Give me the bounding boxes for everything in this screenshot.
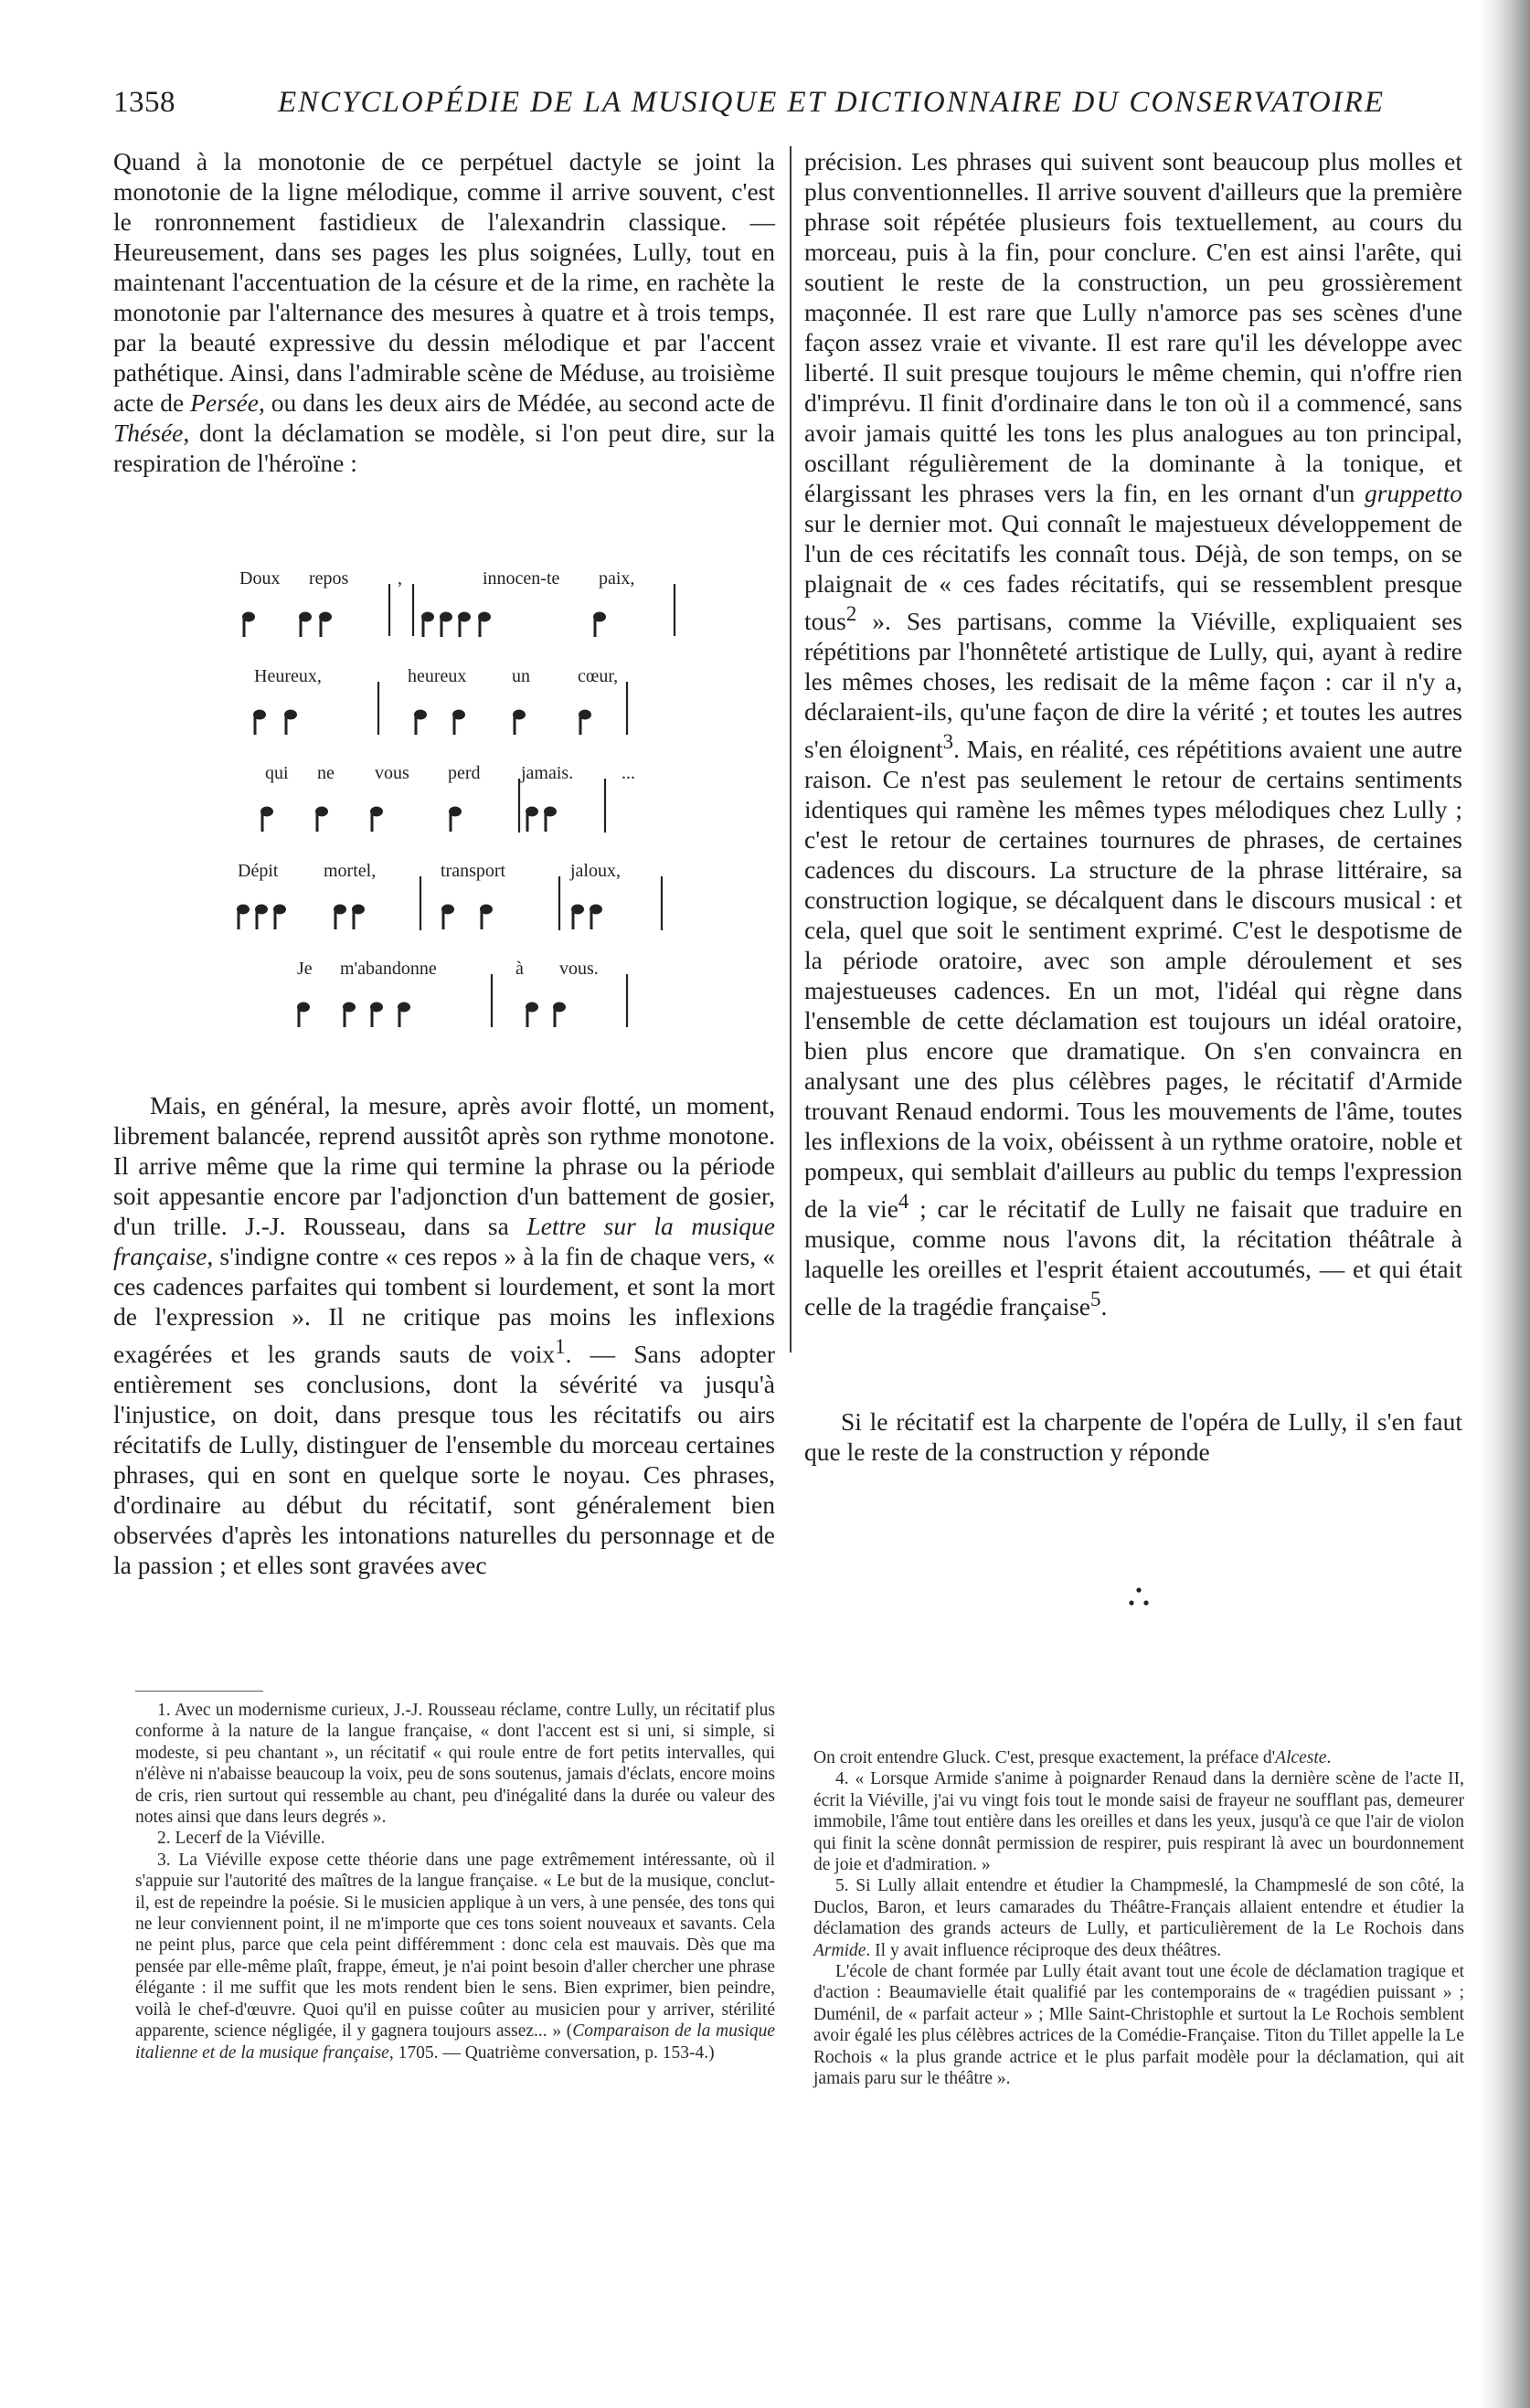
lyric-word: à	[515, 959, 524, 979]
left-paragraph-1: Quand à la monotonie de ce perpétuel dactyle se joint la monotonie de la ligne mélodique, comme il arrive souvent, c'est le ronronnement fastidieux de l'alexandrin classique. — Heureusement, dans ses pages les plus soignées, Lully, tout en maintenant l'accentuation de la césure et de la rime, en rachète la monotonie par l'alternance des mesures à quatre et à trois temps, par la beauté expressive du dessin mélodique et par l'accent pathétique. Ainsi, dans l'admirable scène de Méduse, au troisième acte de Persée, ou dans les deux airs de Médée, au second acte de Thésée, dont la déclamation se modèle, si l'on peut dire, sur la respiration de l'héroïne :	[113, 147, 775, 477]
lyric-word: vous.	[559, 959, 599, 979]
right-column	[804, 146, 1462, 1467]
footnote-rule-left	[135, 1691, 263, 1692]
lyric-word: m'abandonne	[340, 959, 437, 979]
page-edge-shadow	[1479, 0, 1530, 2408]
footnote-ref-5: 5	[1090, 1288, 1101, 1311]
footnote-ref-2: 2	[845, 602, 857, 625]
lyric-word: ,	[398, 568, 402, 589]
column-rule	[790, 146, 792, 1353]
footnote-5-continued: L'école de chant formée par Lully était avant tout une école de déclamation tragique et d'action : Beaumavielle était qualifié par les contemporains de « tragédien puissant » ; Duménil, de « parfait acteur » ; Mlle Saint-Christophle et surtout la Le Rochois semblent avoir égalé les plus célèbres actrices de la Comédie-Française. Titon du Tillet appelle la Le Rochois « la plus grande actrice et le plus parfait modèle pour la déclamation, qui ait jamais paru sur le théâtre ».	[813, 1962, 1464, 2089]
lyric-word: Heureux,	[254, 666, 322, 686]
lyric-word: jamais.	[521, 763, 574, 783]
lyric-word: repos	[309, 568, 349, 589]
footnote-3-continued: On croit entendre Gluck. C'est, presque exactement, la préface d'Alceste.	[813, 1748, 1332, 1767]
left-column-top	[113, 146, 775, 478]
page-number: 1358	[113, 86, 175, 119]
right-paragraph-2: Si le récitatif est la charpente de l'opéra de Lully, il s'en faut que le reste de la construction y réponde	[804, 1406, 1462, 1466]
left-paragraph-2: Mais, en général, la mesure, après avoir flotté, un moment, librement balancée, reprend aussitôt après son rythme monotone. Il arrive même que la rime qui termine la phrase ou la période soit appesantie encore par l'adjonction d'un battement de gosier, d'un trille. J.-J. Rousseau, dans sa Lettre sur la musique française, s'indigne contre « ces repos » à la fin de chaque vers, « ces cadences parfaites qui tombent si lourdement, et sont la mort de l'expression ». Il ne critique pas moins les inflexions exagérées et les grands sauts de voix$^1$. — Sans adopter entièrement ses conclusions, dont la sévérité va jusqu'à l'injustice, on doit, dans presque tous les récitatifs ou airs récitatifs de Lully, distinguer de l'ensemble du morceau certaines phrases, qui en sont en quelque sorte le noyau. Ces phrases, d'ordinaire au début du récitatif, sont généralement bien observées d'après les intonations naturelles du personnage et de la passion ; et elles sont gravées avec	[113, 1091, 775, 1580]
footnote-1: 1. Avec un modernisme curieux, J.-J. Rousseau réclame, contre Lully, un récitatif plus conforme à la nature de la langue française, « dont l'accent est si uni, si simple, si modeste, si peu chantant », un récitatif « qui roule entre de fort petits intervalles, qui n'élève ni n'abaisse beaucoup la voix, peu de sons soutenus, jamais d'éclats, encore moins de cris, rien surtout qui ressemble au chant, peu d'inégalité dans la durée ou valeur des notes ainsi que dans leurs degrés ».	[135, 1701, 775, 1828]
lyric-word: transport	[441, 861, 506, 881]
footnote-5: 5. Si Lully allait entendre et étudier la Champmeslé, la Champmeslé de son côté, la Duclos, Baron, et leurs camarades du Théâtre-Français allaient entendre et étudier la déclamation des grands acteurs de Lully, et particulièrement de la Le Rochois dans Armide. Il y avait influence réciproque des deux théâtres.	[813, 1876, 1464, 1960]
lyric-word: jaloux,	[570, 861, 621, 881]
left-column-bottom	[113, 1090, 775, 1580]
lyric-word: heureux	[408, 666, 467, 686]
lyric-word: innocen-te	[483, 568, 560, 589]
footnote-ref-3: 3	[942, 730, 954, 754]
footnote-4: 4. « Lorsque Armide s'anime à poignarder Renaud dans la dernière scène de l'acte II, écrit la Viéville, j'ai vu vingt fois tout le monde saisi de frayeur ne soufflant pas, demeurer immobile, l'âme tout entière dans les oreilles et dans les yeux, jusqu'à ce que l'air de violon qui finit la scène donnât permission de respirer, puis respirant là avec un bourdonnement de joie et d'admiration. »	[813, 1769, 1464, 1875]
page-header	[113, 86, 1466, 126]
section-separator-icon	[1121, 1585, 1157, 1618]
lyric-word: Dépit	[238, 861, 279, 881]
lyric-word: mortel,	[324, 861, 377, 881]
footnotes-right	[813, 1747, 1464, 2090]
right-paragraph-1: précision. Les phrases qui suivent sont beaucoup plus molles et plus conventionnelles. Il arrive souvent d'ailleurs que la première phrase soit répétée plusieurs fois textuellement, au cours du morceau, puis à la fin, pour conclure. C'en est ainsi l'arête, qui soutient le reste de la construction, un peu grossièrement maçonnée. Il est rare que Lully n'amorce pas ses scènes d'une façon assez vraie et vivante. Il est rare qu'il les développe avec liberté. Il suit presque toujours le même chemin, qui n'offre rien d'imprévu. Il finit d'ordinaire dans le ton où il a commencé, sans avoir jamais quitté les tons les plus analogues au ton principal, oscillant régulièrement de la dominante à la tonique, et élargissant les phrases vers la fin, en les ornant d'un gruppetto sur le dernier mot. Qui connaît le majestueux développement de l'un de ces récitatifs les connaît tous. Déjà, de son temps, on se plaignait de « ces fades récitatifs, qui se ressemblent presque tous$^2$ ». Ses partisans, comme la Viéville, expliquaient ses répétitions par l'honnêteté artistique de Lully, qui, ayant à redire les mêmes choses, les redisait de la même façon : car il n'y a, déclaraient-ils, qu'une façon de dire la vérité ; et toutes les autres s'en éloignent$^3$. Mais, en réalité, ces répétitions avaient une autre raison. Ce n'est pas seulement le retour de certains sentiments identiques qui ramène les mêmes types mélodiques chez Lully ; c'est le retour de certaines tournures de phrases, de certaines cadences du discours. La structure de la phrase littéraire, sa construction logique, se décalquent dans le discours musical : et cela, quel que soit le sentiment exprimé. C'est le despotisme de la période oratoire, avec son ample déroulement et ses majestueuses cadences. En un mot, l'idéal qui règne dans l'ensemble de cette déclamation est toujours un idéal oratoire, bien plus encore que dramatique. On s'en convaincra en analysant une des plus célèbres pages, le récitatif d'Armide trouvant Renaud endormi. Tous les mouvements de l'âme, toutes les inflexions de la voix, obéissent à un rythme oratoire, noble et pompeux, qui semblait d'ailleurs au public du temps l'expression de la vie$^4$ ; car le récitatif de Lully ne faisait que traduire en musique, comme nous l'avons dit, la récitation théâtrale à laquelle les oreilles et l'esprit étaient accoutumés, — et qui était celle de la tragédie française$^5$.	[804, 147, 1462, 1321]
music-example	[228, 568, 685, 1066]
lyric-word: ...	[622, 763, 635, 783]
lyric-word: perd	[448, 763, 481, 783]
lyric-word: qui	[265, 763, 289, 783]
lyric-word: cœur,	[578, 666, 619, 686]
footnote-3: 3. La Viéville expose cette théorie dans une page extrêmement intéressante, où il s'appuie sur l'autorité des maîtres de la langue française. « Le but de la musique, conclut-il, est de repeindre la poésie. Si le musicien applique à un vers, à une pensée, des tons qui ne leur conviennent point, il ne m'importe que ces tons soient nouveaux et savants. Cela ne peint plus, parce que cela peint différemment : donc cela est mauvais. Dès que ma pensée par elle-même plaît, frappe, émeut, je n'ai point besoin d'aller chercher une phrase élégante : il me suffit que les mots rendent bien le sens. Bien exprimer, bien peindre, voilà le chef-d'œuvre. Quoi qu'il en puisse coûter au musicien pour y arriver, stérilité apparente, science négligée, il y gagnera toujours assez... » (Comparaison de la musique italienne et de la musique française, 1705. — Quatrième conversation, p. 153-4.)	[135, 1850, 775, 2063]
footnotes-left	[135, 1700, 775, 2063]
footnote-ref-1: 1	[555, 1335, 566, 1358]
lyric-word: Je	[297, 959, 313, 979]
lyric-word: Doux	[239, 568, 281, 589]
lyric-word: ne	[317, 763, 335, 783]
music-notation	[228, 568, 685, 1066]
footnote-ref-4: 4	[898, 1190, 909, 1214]
footnote-2: 2. Lecerf de la Viéville.	[157, 1829, 325, 1849]
lyric-word: vous	[375, 763, 409, 783]
lyric-word: paix,	[599, 568, 635, 589]
running-title: ENCYCLOPÉDIE DE LA MUSIQUE ET DICTIONNAIRE DU CONSERVATOIRE	[278, 86, 1385, 119]
lyric-word: un	[512, 666, 530, 686]
